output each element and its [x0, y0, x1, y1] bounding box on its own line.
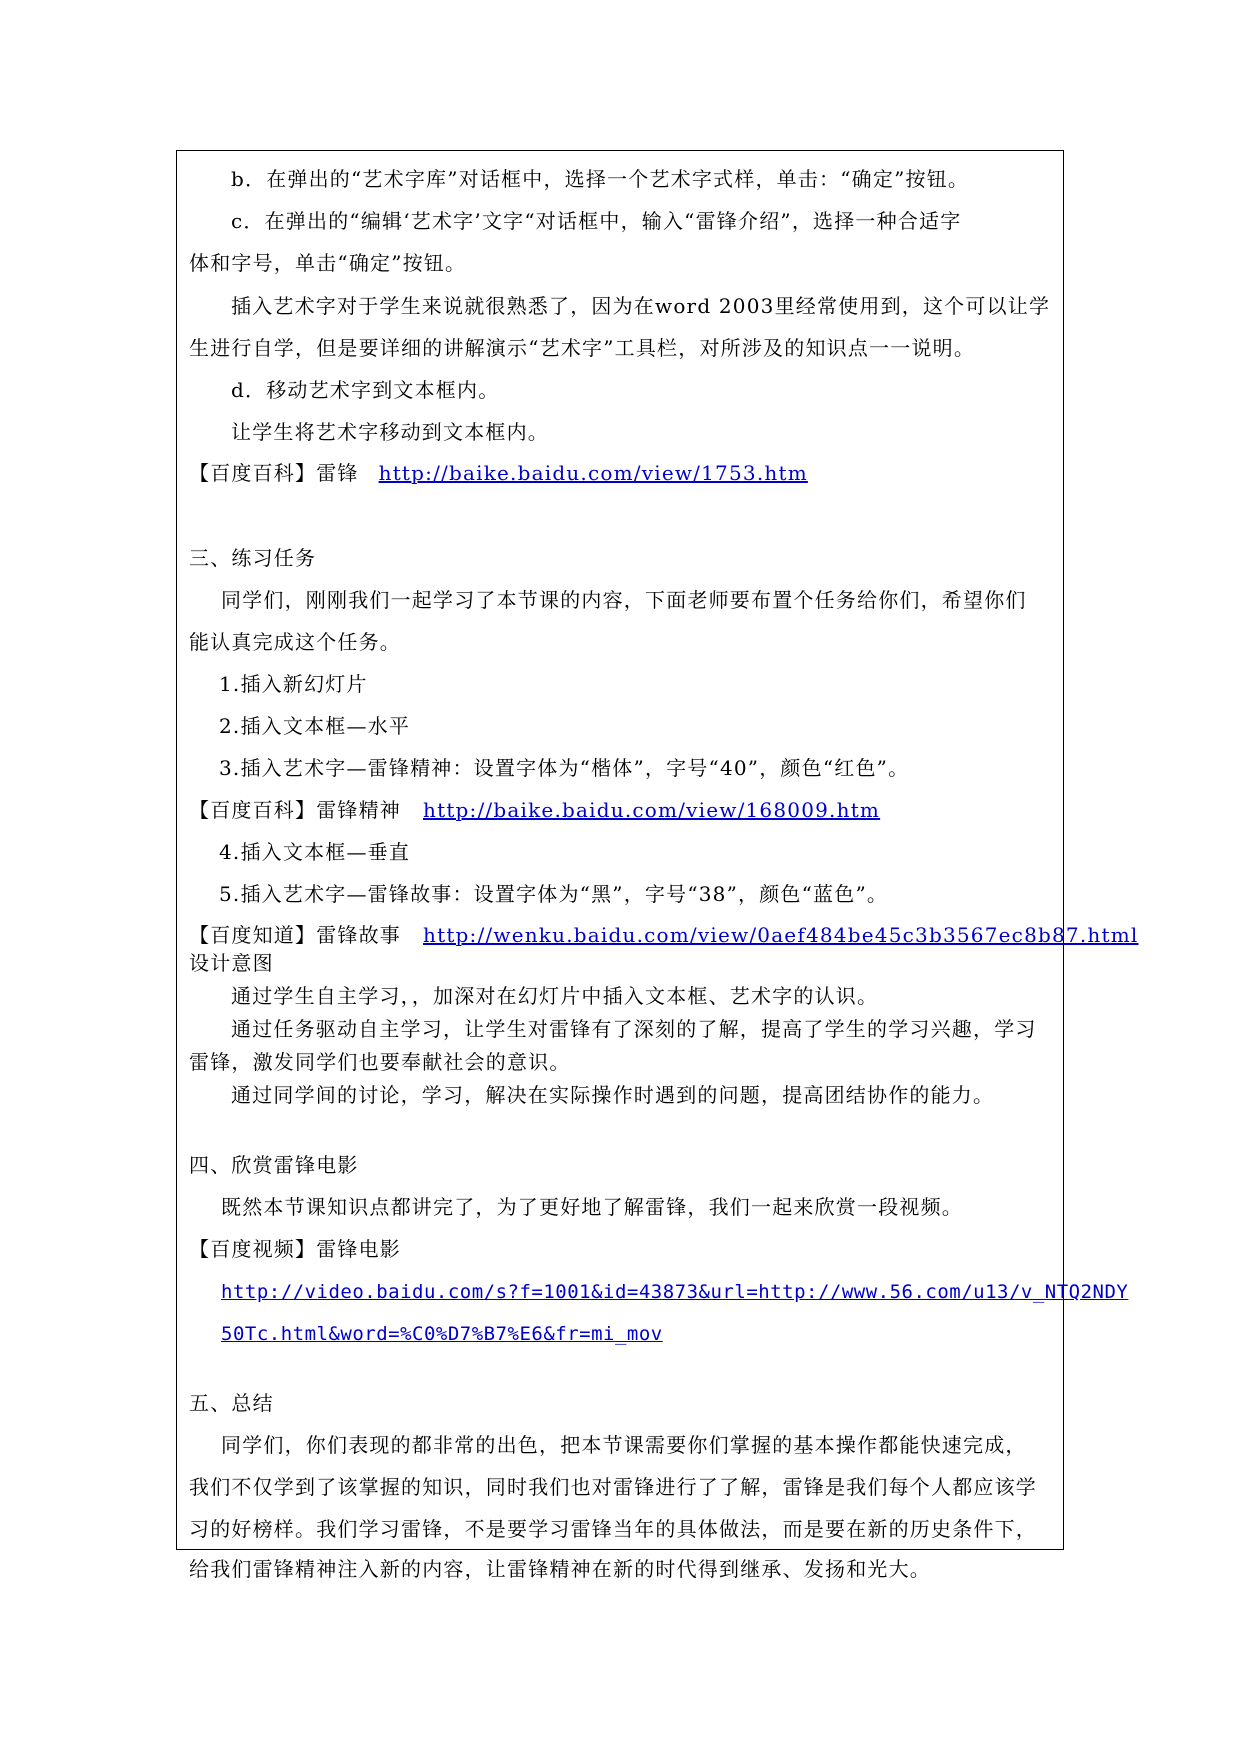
paragraph-line: 同学们，刚刚我们一起学习了本节课的内容，下面老师要布置个任务给你们，希望你们 [221, 588, 1027, 612]
task-item: 3.插入艺术字—雷锋精神：设置字体为“楷体”，字号“40”，颜色“红色”。 [219, 756, 910, 780]
step-d-text: d．移动艺术字到文本框内。 [231, 378, 500, 402]
section-title: 三、练习任务 [189, 546, 317, 570]
paragraph-line: 给我们雷锋精神注入新的内容，让雷锋精神在新的时代得到继承、发扬和光大。 [189, 1557, 931, 1581]
reference-link[interactable] [221, 1321, 663, 1347]
task-item: 5.插入艺术字—雷锋故事：设置字体为“黑”，字号“38”，颜色“蓝色”。 [219, 882, 889, 906]
reference-line [189, 460, 808, 486]
reference-line [189, 797, 880, 823]
reference-label: 【百度知道】雷锋故事 [189, 923, 401, 947]
paragraph-line: 能认真完成这个任务。 [189, 630, 401, 654]
paragraph-line: 雷锋，激发同学们也要奉献社会的意识。 [189, 1050, 571, 1074]
paragraph-line: 习的好榜样。我们学习雷锋，不是要学习雷锋当年的具体做法，而是要在新的历史条件下， [189, 1517, 1037, 1541]
step-c-text-line1: c．在弹出的“编辑‘艺术字’文字“对话框中，输入“雷锋介绍”，选择一种合适字 [231, 209, 962, 233]
reference-link[interactable]: http://baike.baidu.com/view/168009.htm [423, 798, 881, 822]
task-item: 2.插入文本框—水平 [219, 714, 411, 738]
task-item: 1.插入新幻灯片 [219, 672, 368, 696]
reference-line [189, 922, 1139, 948]
step-b-text: b．在弹出的“艺术字库”对话框中，选择一个艺术字式样，单击：“确定”按钮。 [231, 167, 970, 191]
reference-link[interactable]: http://baike.baidu.com/view/1753.htm [378, 461, 808, 485]
section-title: 五、总结 [189, 1391, 274, 1415]
step-c-text-line2: 体和字号，单击“确定”按钮。 [189, 251, 467, 275]
paragraph-line: 通过任务驱动自主学习，让学生对雷锋有了深刻的了解，提高了学生的学习兴趣，学习 [231, 1017, 1037, 1041]
design-intent-title: 设计意图 [189, 951, 274, 975]
paragraph-line: 让学生将艺术字移动到文本框内。 [231, 420, 549, 444]
section-title: 四、欣赏雷锋电影 [189, 1153, 359, 1177]
paragraph-line: 通过学生自主学习，，加深对在幻灯片中插入文本框、艺术字的认识。 [231, 984, 879, 1008]
reference-link[interactable]: http://wenku.baidu.com/view/0aef484be45c3b3567ec8b87.html [423, 923, 1139, 947]
reference-label: 【百度百科】雷锋 [189, 461, 359, 485]
paragraph-line: 既然本节课知识点都讲完了，为了更好地了解雷锋，我们一起来欣赏一段视频。 [221, 1195, 963, 1219]
task-item: 4.插入文本框—垂直 [219, 840, 411, 864]
reference-link-line1[interactable]: http://video.baidu.com/s?f=1001&id=43873&url=http://www.56.com/u13/v_NTQ2NDY [221, 1281, 1129, 1303]
paragraph-line: 我们不仅学到了该掌握的知识，同时我们也对雷锋进行了了解，雷锋是我们每个人都应该学 [189, 1475, 1037, 1499]
paragraph-line: 通过同学间的讨论，学习，解决在实际操作时遇到的问题，提高团结协作的能力。 [231, 1083, 995, 1107]
reference-link-line2[interactable]: 50Tc.html&word=%C0%D7%B7%E6&fr=mi_mov [221, 1323, 663, 1345]
reference-label: 【百度百科】雷锋精神 [189, 798, 401, 822]
reference-link[interactable] [221, 1279, 1128, 1305]
paragraph-line: 生进行自学，但是要详细的讲解演示“艺术字”工具栏，对所涉及的知识点一一说明。 [189, 336, 976, 360]
reference-label: 【百度视频】雷锋电影 [189, 1237, 401, 1261]
paragraph-line: 插入艺术字对于学生来说就很熟悉了，因为在word 2003里经常使用到，这个可以让学 [231, 294, 1051, 318]
paragraph-line: 同学们，你们表现的都非常的出色，把本节课需要你们掌握的基本操作都能快速完成， [221, 1433, 1027, 1457]
